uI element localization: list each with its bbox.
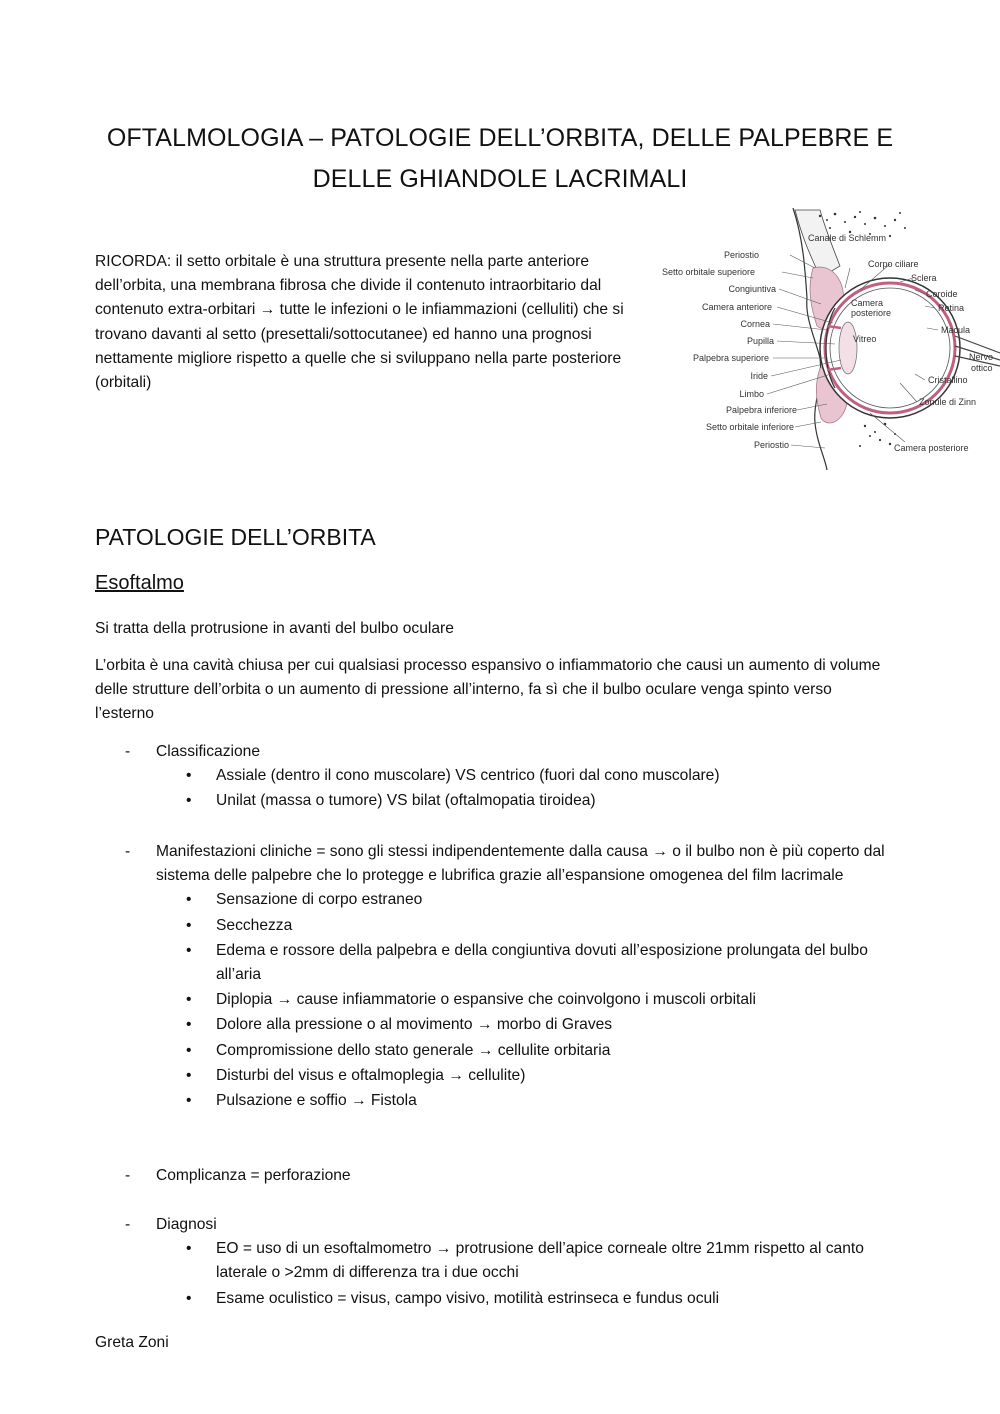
dash-marker: -: [125, 1216, 131, 1233]
label-corpo-ciliare: Corpo ciliare: [868, 259, 919, 269]
dash-marker: -: [125, 743, 131, 760]
label-sclera: Sclera: [911, 273, 937, 283]
list-item: • Esame oculistico = visus, campo visivo, motilità estrinseca e fundus oculi: [186, 1289, 720, 1307]
manifestazioni-label: Manifestazioni cliniche = sono gli stessi indipendentemente dalla causa → o il bulbo non è più coperto dal sistema delle palpebre che lo protegge e lubrifica grazie all’espansione omogenea del film lacrimale: [156, 843, 885, 885]
classificazione-list: [95, 764, 885, 813]
diagnosi-list: [95, 1237, 885, 1311]
eye-anatomy-diagram: [655, 208, 1000, 470]
list-item: • Sensazione di corpo estraneo: [186, 891, 423, 909]
list-item: • Unilat (massa o tumore) VS bilat (oftalmopatia tiroidea): [186, 792, 596, 810]
label-inner-posteriore: posteriore: [851, 308, 892, 318]
author-name: Greta Zoni: [95, 1334, 169, 1351]
list-item: • Disturbi del visus e oftalmoplegia → cellulite): [186, 1066, 526, 1084]
label-setto-orbitale-inferiore: Setto orbitale inferiore: [705, 422, 794, 432]
label-setto-orbitale-superiore: Setto orbitale superiore: [661, 267, 755, 277]
manifestazioni-block: [95, 840, 885, 1114]
complicanza-label: Complicanza = perforazione: [156, 1167, 351, 1184]
label-congiuntiva: Congiuntiva: [728, 284, 776, 294]
intro-paragraph-2: L’orbita è una cavità chiusa per cui qualsiasi processo espansivo o infiammatorio che causi un aumento di volume delle strutture dell’orbita o un aumento di pressione all’interno, fa sì che il bulbo oculare venga spinto verso l’esterno: [95, 657, 881, 723]
label-pupilla: Pupilla: [746, 336, 774, 346]
label-camera-anteriore: Camera anteriore: [701, 302, 772, 312]
subsection-title: Esoftalmo: [95, 572, 184, 594]
label-iride: Iride: [750, 371, 768, 381]
label-inner-camera: Camera: [851, 298, 884, 308]
label-camera-posteriore: Camera posteriore: [894, 443, 969, 453]
list-item: • Secchezza: [186, 916, 293, 934]
label-zonule-di-zinn: Zonule di Zinn: [919, 397, 977, 407]
manifestazioni-list: [95, 888, 885, 1113]
label-vitreo: Vitreo: [853, 334, 877, 344]
classificazione-label: Classificazione: [156, 743, 261, 760]
classificazione-block: [95, 740, 885, 815]
label-palpebra-inferiore: Palpebra inferiore: [725, 405, 797, 415]
section-title: PATOLOGIE DELL’ORBITA: [95, 524, 376, 550]
label-ottico: ottico: [971, 363, 993, 373]
list-item: • Diplopia → cause infiammatorie o espansive che coinvolgono i muscoli orbitali: [186, 991, 756, 1009]
label-periostio-sup: Periostio: [723, 250, 759, 260]
dash-marker: -: [125, 1167, 131, 1184]
diagnosi-block: [95, 1213, 885, 1312]
list-item: • Dolore alla pressione o al movimento → morbo di Graves: [186, 1016, 613, 1034]
label-palpebra-superiore: Palpebra superiore: [692, 353, 769, 363]
list-item: • Edema e rossore della palpebra e della congiuntiva dovuti all’esposizione prolungata del bulbo all’aria: [186, 941, 868, 984]
label-nervo: Nervo: [969, 352, 994, 362]
list-item: • Assiale (dentro il cono muscolare) VS centrico (fuori dal cono muscolare): [186, 767, 720, 785]
list-item: • Pulsazione e soffio → Fistola: [186, 1092, 417, 1110]
label-retina: Retina: [938, 303, 965, 313]
diagnosi-label: Diagnosi: [156, 1216, 217, 1233]
label-canale-di-schlemm: Canale di Schlemm: [808, 233, 887, 243]
dash-marker: -: [125, 843, 131, 860]
page-title: OFTALMOLOGIA – PATOLOGIE DELL’ORBITA, DELLE PALPEBRE E DELLE GHIANDOLE LACRIMALI: [106, 124, 894, 193]
intro-paragraph-1: Si tratta della protrusione in avanti del bulbo oculare: [95, 620, 454, 637]
list-item: • Compromissione dello stato generale → cellulite orbitaria: [186, 1041, 611, 1059]
complicanza-block: [95, 1164, 885, 1188]
ricorda-note: RICORDA: il setto orbitale è una struttura presente nella parte anteriore dell’orbita, una membrana fibrosa che divide il contenuto intraorbitario dal contenuto extra-orbitari → tutte le infezioni o le infiammazioni (celluliti) che si trovano davanti al setto (presettali/sottocutanee) ed hanno una prognosi nettamente migliore rispetto a quelle che si sviluppano nella parte posteriore (orbitali): [95, 253, 624, 392]
label-limbo: Limbo: [739, 389, 764, 399]
label-cornea: Cornea: [740, 319, 770, 329]
label-periostio-inf: Periostio: [753, 440, 789, 450]
list-item: • EO = uso di un esoftalmometro → protrusione dell’apice corneale oltre 21mm rispetto al canto laterale o >2mm di differenza tra i due occhi: [186, 1240, 864, 1282]
label-coroide: Coroide: [926, 289, 958, 299]
label-cristallino: Cristallino: [928, 375, 968, 385]
lens: [839, 322, 857, 374]
label-macula: Macula: [941, 325, 971, 335]
